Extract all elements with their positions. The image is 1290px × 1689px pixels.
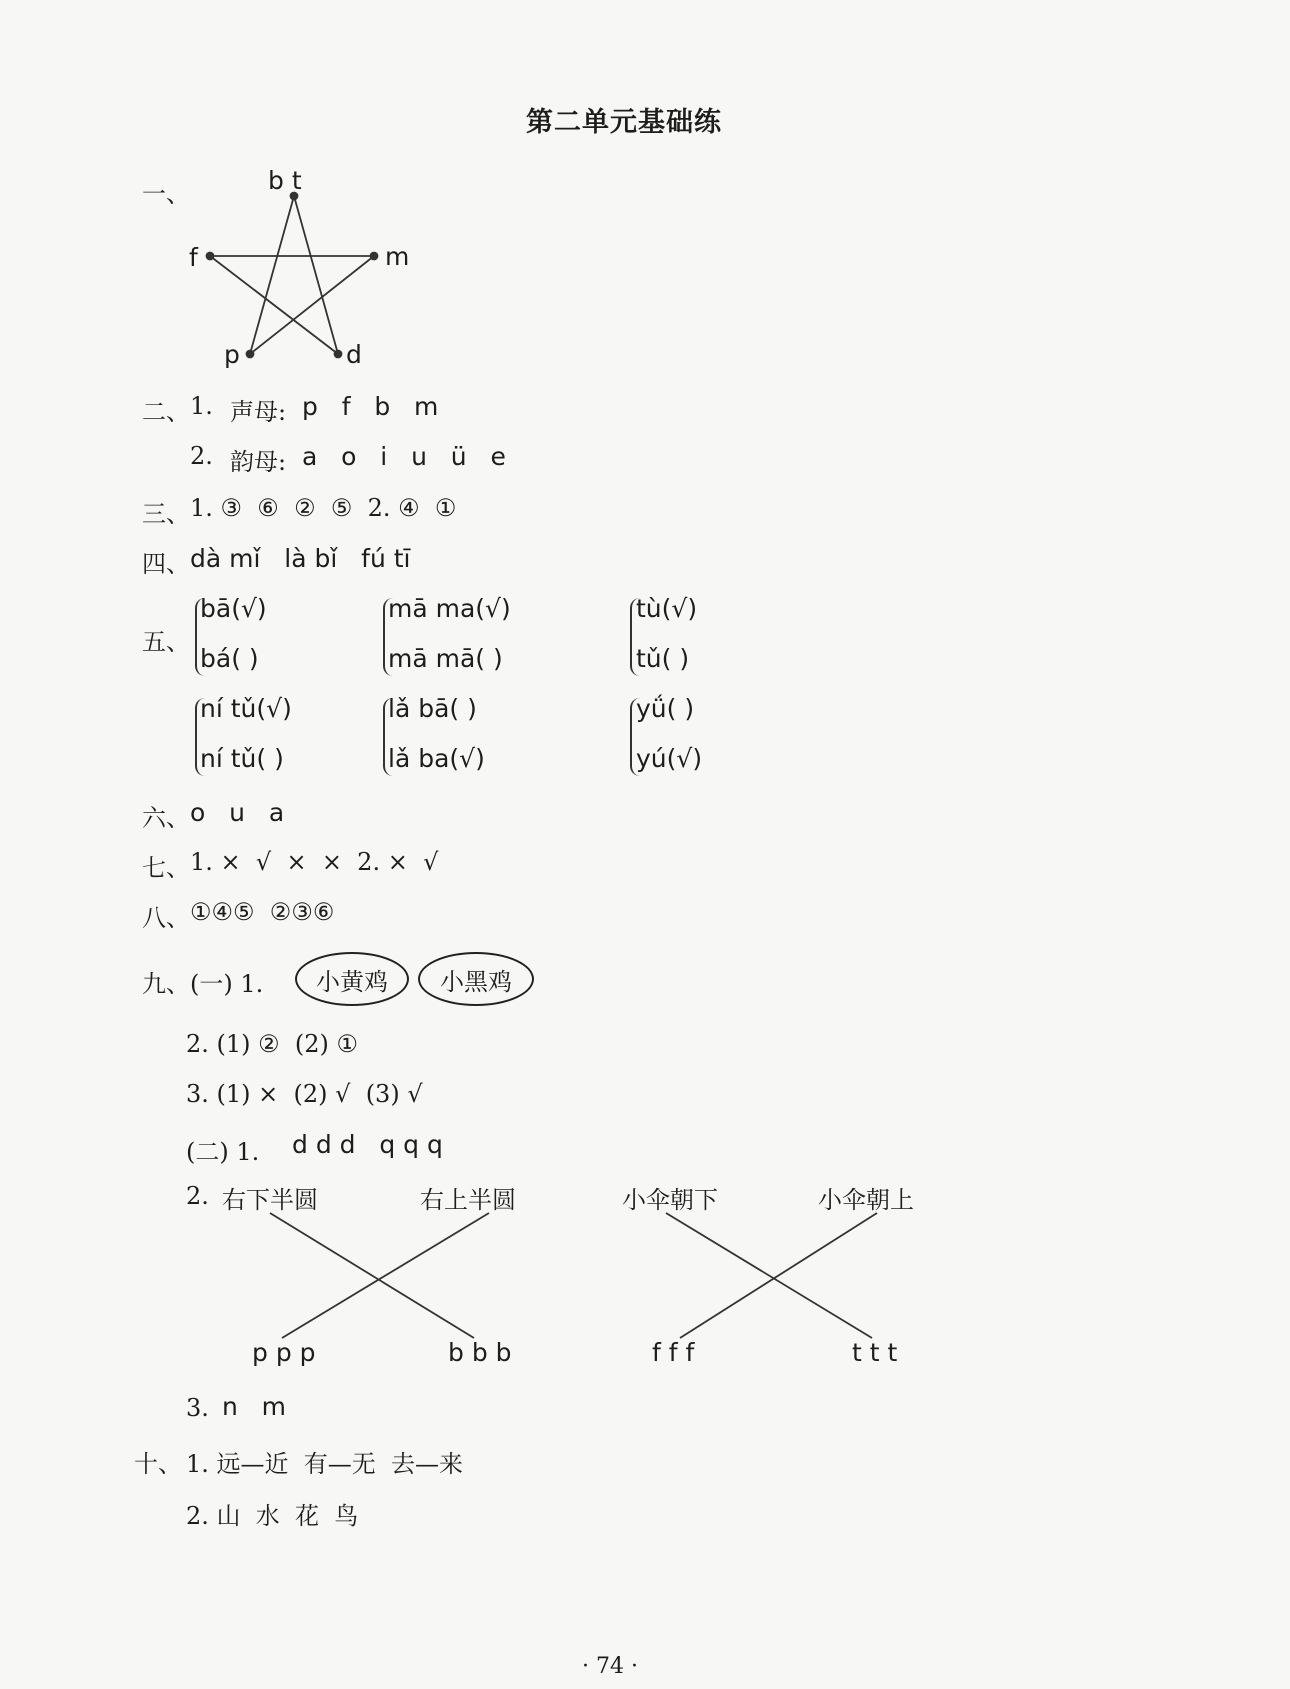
matching-num: 2.: [186, 1182, 209, 1210]
section-4-answers: dà mǐ là bǐ fú tī: [190, 544, 411, 573]
circled-answer-2: 小黑鸡: [418, 952, 534, 1006]
section-9-q3b-num: 3.: [186, 1394, 209, 1422]
match-line: [680, 1213, 877, 1338]
section-8-label: 八、: [142, 904, 190, 932]
match-line: [282, 1213, 489, 1338]
choice-4b: ní tǔ( ): [200, 744, 284, 773]
circled-answer-1: 小黄鸡: [295, 952, 409, 1006]
choice-6b: yú(√): [636, 744, 703, 773]
section-6-answers: o u a: [190, 798, 285, 827]
section-9-q2: 2. (1) ② (2) ①: [186, 1030, 359, 1058]
match-bottom-left-1: p p p: [252, 1338, 316, 1367]
section-8-answers: ①④⑤ ②③⑥: [190, 898, 335, 926]
choice-5b: lǎ ba(√): [388, 744, 485, 773]
section-1-label: 一、: [142, 180, 190, 208]
star-left-label: f: [189, 243, 198, 272]
match-top-right-1: 右上半圆: [420, 1186, 516, 1214]
choice-2b: mā mā( ): [388, 644, 503, 673]
section-10-label: 十、: [134, 1450, 182, 1478]
section-2-label: 二、: [142, 398, 190, 426]
section-2-item-1-label: 声母:: [230, 398, 287, 426]
section-3-label: 三、: [142, 500, 190, 528]
choice-3b: tǔ( ): [636, 644, 690, 673]
section-10-line-1: 1. 远—近 有—无 去—来: [186, 1450, 464, 1478]
match-line: [666, 1213, 872, 1338]
star-top-label: b t: [268, 166, 302, 195]
match-bottom-right-2: t t t: [852, 1338, 898, 1367]
section-9-q3: 3. (1) × (2) √ (3) √: [186, 1080, 423, 1108]
section-7-answers: 1. × √ × × 2. × √: [190, 848, 439, 876]
section-10-line-2: 2. 山 水 花 鸟: [186, 1502, 359, 1530]
match-top-left-1: 右下半圆: [222, 1186, 318, 1214]
section-6-label: 六、: [142, 804, 190, 832]
section-7-label: 七、: [142, 854, 190, 882]
section-3-answers: 1. ③ ⑥ ② ⑤ 2. ④ ①: [190, 494, 457, 522]
section-9-part-1-prefix: (一) 1.: [190, 970, 264, 998]
match-bottom-right-1: b b b: [448, 1338, 512, 1367]
section-2-item-2-num: 2.: [190, 442, 213, 470]
section-2-item-2-pinyin: a o i u ü e: [302, 442, 506, 471]
star-right-label: m: [385, 242, 410, 271]
section-9-label: 九、: [142, 970, 190, 998]
section-2-item-2-label: 韵母:: [230, 448, 287, 476]
section-9-part-2-prefix: (二) 1.: [186, 1138, 260, 1166]
choice-6a: yǘ( ): [636, 694, 695, 723]
star-dot: [247, 351, 254, 358]
section-5-label: 五、: [142, 628, 190, 656]
section-9-q3b-pinyin: n m: [222, 1392, 287, 1421]
star-bottom-left-label: p: [224, 340, 240, 369]
choice-4a: ní tǔ(√): [200, 694, 292, 723]
section-2-item-1-pinyin: p f b m: [302, 392, 439, 421]
match-top-right-2: 小伞朝上: [818, 1186, 914, 1214]
choice-2a: mā ma(√): [388, 594, 511, 623]
match-bottom-left-2: f f f: [652, 1338, 695, 1367]
choice-3a: tù(√): [636, 594, 698, 623]
star-line: [250, 196, 294, 354]
star-dot: [371, 253, 378, 260]
page-title: 第二单元基础练: [526, 107, 722, 138]
match-top-left-2: 小伞朝下: [622, 1186, 718, 1214]
section-9-part-2-pinyin: d d d q q q: [292, 1130, 443, 1159]
page-number: · 74 ·: [582, 1654, 638, 1679]
section-4-label: 四、: [142, 550, 190, 578]
star-dot: [335, 351, 342, 358]
match-line: [270, 1213, 474, 1338]
star-dot: [207, 253, 214, 260]
section-2-item-1-num: 1.: [190, 392, 213, 420]
star-line: [294, 196, 338, 354]
star-bottom-right-label: d: [346, 340, 362, 369]
choice-1b: bá( ): [200, 644, 259, 673]
choice-1a: bā(√): [200, 594, 267, 623]
choice-5a: lǎ bā( ): [388, 694, 477, 723]
